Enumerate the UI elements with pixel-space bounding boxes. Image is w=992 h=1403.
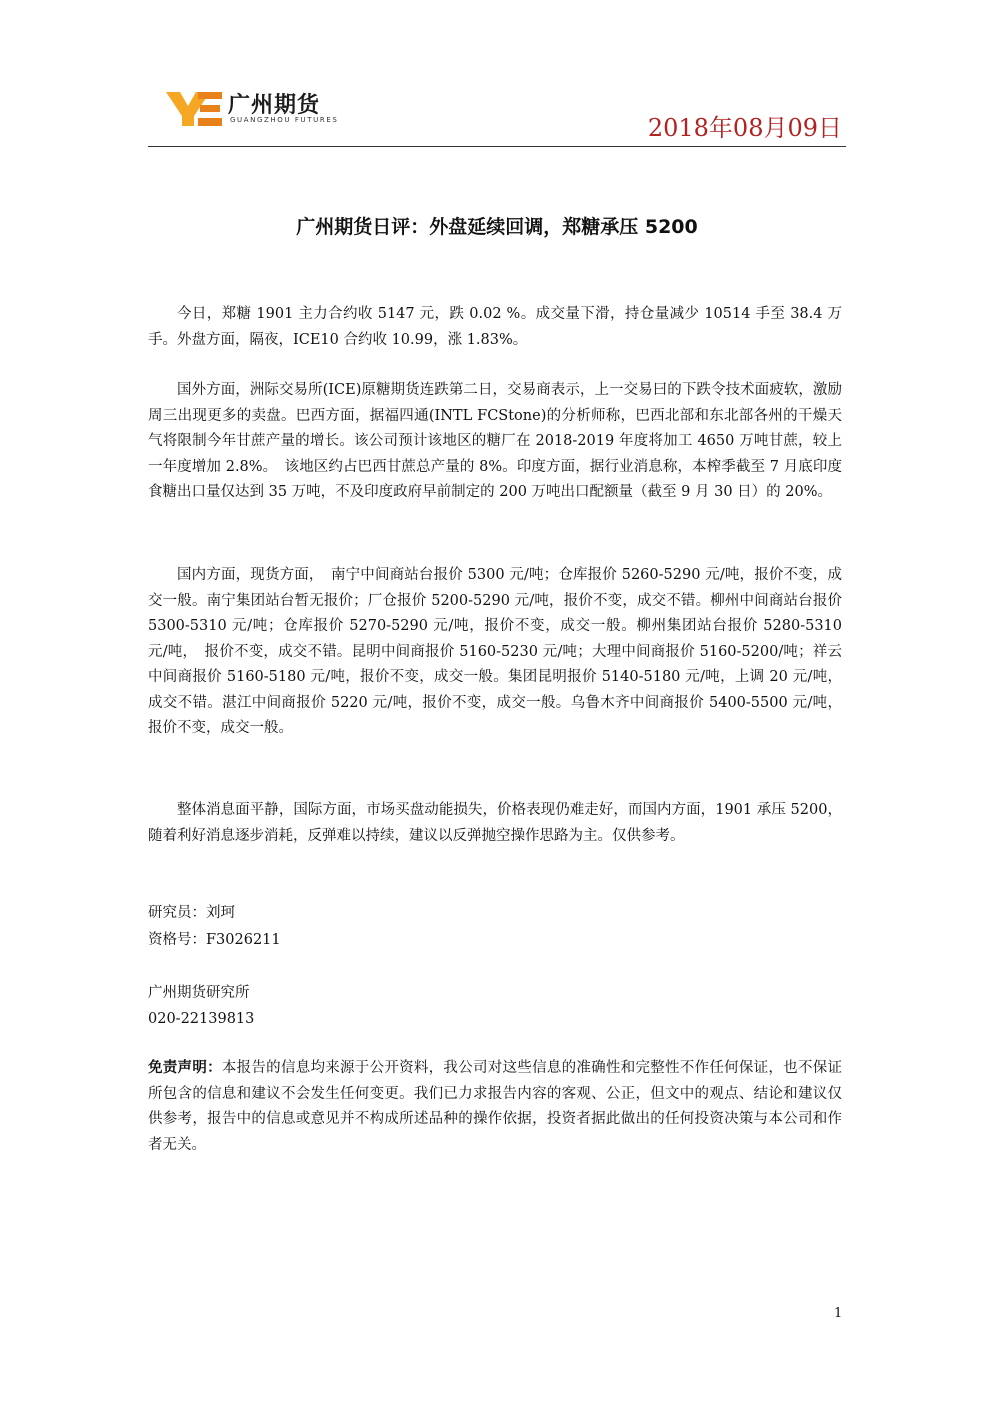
disclaimer-label: 免责声明： xyxy=(148,1060,222,1076)
paragraph-market-summary: 今日，郑糖 1901 主力合约收 5147 元，跌 0.02 %。成交量下滑，持仓量减少 10514 手至 38.4 万手。外盘方面，隔夜，ICE10 合约收 10.99，涨 1.83%。 xyxy=(148,306,842,348)
institute-name: 广州期货研究所 xyxy=(148,985,250,1001)
company-logo xyxy=(166,88,366,132)
disclaimer-text: 本报告的信息均来源于公开资料，我公司对这些信息的准确性和完整性不作任何保证，也不保证所包含的信息和建议不会发生任何变更。我们已力求报告内容的客观、公正，但文中的观点、结论和建议仅供参考，报告中的信息或意见并不构成所述品种的操作依据，投资者据此做出的任何投资决策与本公司和作者无关。 xyxy=(148,1060,842,1153)
paragraph-conclusion: 整体消息面平静，国际方面，市场买盘动能损失，价格表现仍难走好，而国内方面，1901 承压 5200，随着利好消息逐步消耗，反弹难以持续，建议以反弹抛空操作思路为主。仅供参考。 xyxy=(148,802,842,844)
report-title: 广州期货日评：外盘延续回调，郑糖承压 5200 xyxy=(296,216,698,238)
report-date: 2018年08月09日 xyxy=(647,114,842,142)
institute-phone: 020-22139813 xyxy=(148,1011,255,1027)
paragraph-domestic-spot: 国内方面，现货方面， 南宁中间商站台报价 5300 元/吨；仓库报价 5260-5290 元/吨，报价不变，成交一般。南宁集团站台暂无报价；厂仓报价 5200-5290 元/吨，报价不变，成交不错。柳州中间商站台报价 5300-5310 元/吨；仓库报价 5270-5290 元/吨，报价不变，成交一般。柳州集团站台报价 5280-5310 元/吨， 报价不变，成交不错。昆明中间商报价 5160-5230 元/吨；大理中间商报价 5160-5200/吨；祥云中间商报价 5160-5180 元/吨，报价不变，成交一般。集团昆明报价 5140-5180 元/吨，上调 20 元/吨，成交不错。湛江中间商报价 5220 元/吨，报价不变，成交一般。乌鲁木齐中间商报价 5400-5500 元/吨，报价不变，成交一般。 xyxy=(148,567,842,736)
logo-chinese-name: 广州期货 xyxy=(228,93,321,118)
logo-mark-icon xyxy=(166,90,224,128)
logo-english-name: GUANGZHOU FUTURES xyxy=(230,116,339,124)
license-number: 资格号：F3026211 xyxy=(148,932,281,948)
researcher-name: 研究员：刘珂 xyxy=(148,905,235,921)
page-header xyxy=(148,86,846,147)
disclaimer xyxy=(148,1056,842,1158)
paragraph-international: 国外方面，洲际交易所(ICE)原糖期货连跌第二日，交易商表示，上一交易曰的下跌令技术面疲软，激励周三出现更多的卖盘。巴西方面，据福四通(INTL FCStone)的分析师称，巴西北部和东北部各州的干燥天气将限制今年甘蔗产量的增长。该公司预计该地区的糖厂在 2018-2019 年度将加工 4650 万吨甘蔗，较上一年度增加 2.8%。 该地区约占巴西甘蔗总产量的 8%。印度方面，据行业消息称，本榨季截至 7 月底印度食糖出口量仅达到 35 万吨，不及印度政府早前制定的 200 万吨出口配额量（截至 9 月 30 日）的 20%。 xyxy=(148,382,842,500)
page-number: 1 xyxy=(834,1306,843,1321)
